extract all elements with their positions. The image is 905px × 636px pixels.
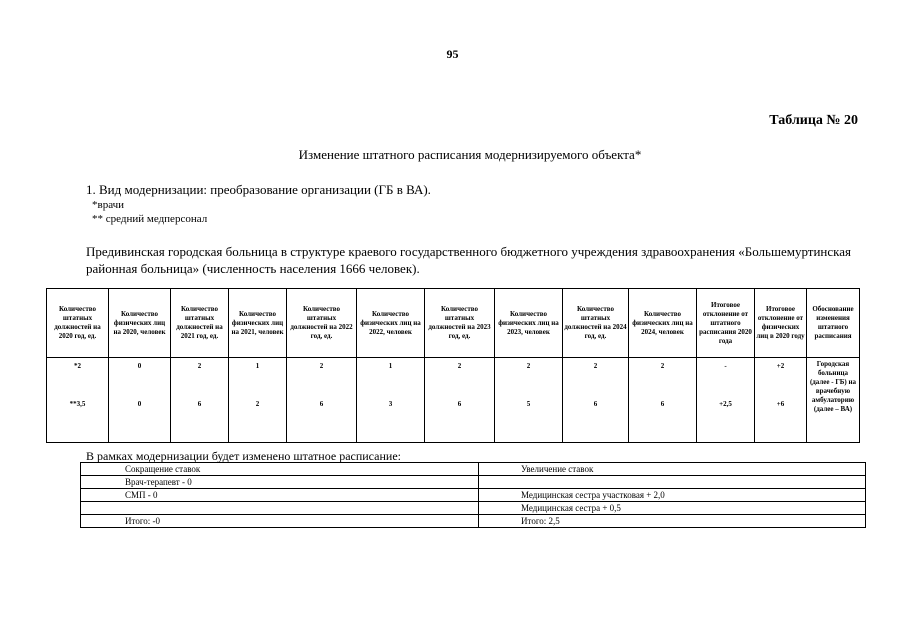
table-header-row bbox=[47, 289, 860, 358]
value-doctors: 1 bbox=[255, 362, 260, 370]
page-number: 95 bbox=[446, 47, 459, 61]
value-nurses: +2,5 bbox=[719, 400, 732, 408]
value-nurses: 5 bbox=[526, 400, 531, 408]
table-cell bbox=[697, 358, 755, 443]
value-nurses: 6 bbox=[593, 400, 598, 408]
header-cell: Итоговое отклонение от физических лиц в 2020 году bbox=[755, 289, 807, 358]
value-nurses: 6 bbox=[660, 400, 665, 408]
table-cell bbox=[109, 358, 171, 443]
header-cell: Количество штатных должностей на 2021 год, ед. bbox=[171, 289, 229, 358]
reduction-item: СМП - 0 bbox=[81, 489, 479, 502]
staff-row bbox=[81, 476, 866, 489]
value-nurses: 6 bbox=[197, 400, 202, 408]
document-title: Изменение штатного расписания модернизируемого объекта* bbox=[298, 147, 642, 162]
value-nurses: 6 bbox=[319, 400, 324, 408]
value-nurses: 6 bbox=[457, 400, 462, 408]
value-doctors: 2 bbox=[319, 362, 324, 370]
justification-cell: Городская больница (далее - ГБ) на врачебную амбулаторию (далее – ВА) bbox=[807, 358, 860, 443]
reduction-item bbox=[81, 502, 479, 515]
value-doctors: 2 bbox=[593, 362, 598, 370]
header-cell: Количество штатных должностей на 2024 год, ед. bbox=[563, 289, 629, 358]
value-doctors: *2 bbox=[74, 362, 81, 370]
header-cell: Количество физических лиц на 2022, человек bbox=[357, 289, 425, 358]
header-cell: Обоснование изменения штатного расписания bbox=[807, 289, 860, 358]
header-cell: Количество штатных должностей на 2020 год, ед. bbox=[47, 289, 109, 358]
header-cell: Количество штатных должностей на 2023 год, ед. bbox=[425, 289, 495, 358]
table-cell bbox=[229, 358, 287, 443]
modernization-type: 1. Вид модернизации: преобразование организации (ГБ в ВА). bbox=[86, 182, 431, 197]
value-doctors: 2 bbox=[526, 362, 531, 370]
table-cell bbox=[629, 358, 697, 443]
hospital-description: Предивинская городская больница в структуре краевого государственного бюджетного учреждения здравоохранения «Большемуртинская районная больница» (численность населения 1666 человек). bbox=[86, 244, 852, 276]
staffing-change-table bbox=[46, 288, 860, 443]
header-cell: Количество штатных должностей на 2022 год, ед. bbox=[287, 289, 357, 358]
value-nurses: 3 bbox=[388, 400, 393, 408]
staffing-intro: В рамках модернизации будет изменено штатное расписание: bbox=[86, 449, 401, 463]
value-nurses: 0 bbox=[137, 400, 142, 408]
increase-total: Итого: 2,5 bbox=[479, 515, 866, 528]
table-cell bbox=[357, 358, 425, 443]
value-doctors: +2 bbox=[776, 362, 785, 370]
staffing-rates-table bbox=[80, 462, 866, 528]
reduction-header: Сокращение ставок bbox=[81, 463, 479, 476]
reduction-item: Врач-терапевт - 0 bbox=[81, 476, 479, 489]
table-cell bbox=[47, 358, 109, 443]
value-nurses: **3,5 bbox=[69, 400, 86, 408]
header-cell: Количество физических лиц на 2024, человек bbox=[629, 289, 697, 358]
note-nurses: ** средний медперсонал bbox=[92, 213, 208, 225]
staff-total-row bbox=[81, 515, 866, 528]
value-nurses: +6 bbox=[776, 400, 785, 408]
table-number: Таблица № 20 bbox=[769, 113, 858, 128]
value-nurses: 2 bbox=[255, 400, 260, 408]
header-cell: Итоговое отклонение от штатного расписания 2020 года bbox=[697, 289, 755, 358]
table-cell bbox=[755, 358, 807, 443]
header-cell: Количество физических лиц на 2020, человек bbox=[109, 289, 171, 358]
staff-row bbox=[81, 489, 866, 502]
increase-header: Увеличение ставок bbox=[479, 463, 866, 476]
increase-item bbox=[479, 476, 866, 489]
reduction-total: Итого: -0 bbox=[81, 515, 479, 528]
value-doctors: 2 bbox=[197, 362, 202, 370]
table-cell bbox=[171, 358, 229, 443]
value-doctors: 2 bbox=[660, 362, 665, 370]
table-cell bbox=[287, 358, 357, 443]
table-row bbox=[47, 358, 860, 443]
header-cell: Количество физических лиц на 2023, человек bbox=[495, 289, 563, 358]
table-cell bbox=[563, 358, 629, 443]
increase-item: Медицинская сестра участковая + 2,0 bbox=[479, 489, 866, 502]
staff-row bbox=[81, 502, 866, 515]
table-cell bbox=[425, 358, 495, 443]
increase-item: Медицинская сестра + 0,5 bbox=[479, 502, 866, 515]
value-doctors: 1 bbox=[388, 362, 393, 370]
value-doctors: 0 bbox=[137, 362, 142, 370]
value-doctors: 2 bbox=[457, 362, 462, 370]
value-doctors: - bbox=[724, 362, 727, 370]
staff-header-row bbox=[81, 463, 866, 476]
note-doctors: *врачи bbox=[92, 199, 125, 211]
header-cell: Количество физических лиц на 2021, человек bbox=[229, 289, 287, 358]
table-cell bbox=[495, 358, 563, 443]
